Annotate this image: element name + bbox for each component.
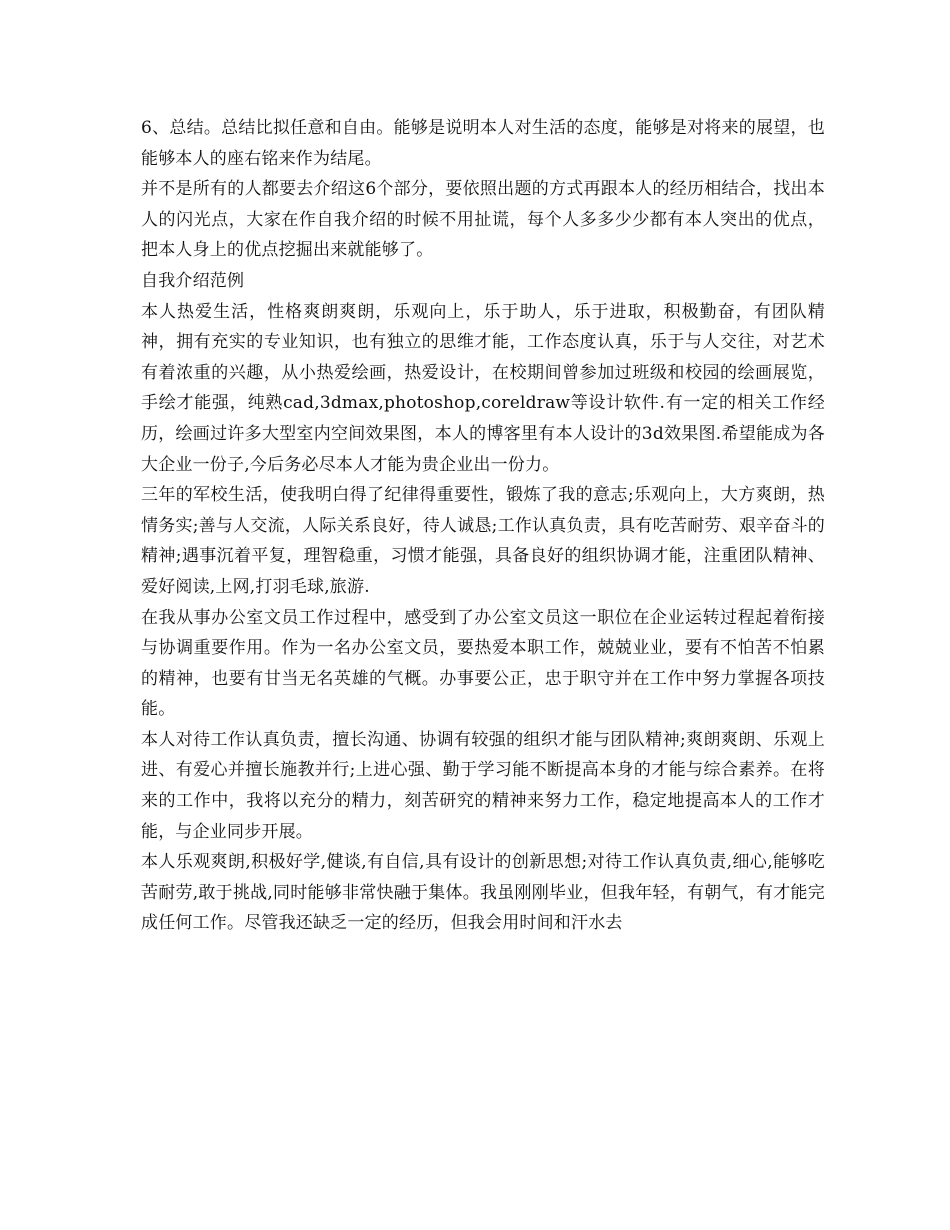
paragraph-example-4: 本人对待工作认真负责，擅长沟通、协调有较强的组织才能与团队精神;爽朗爽朗、乐观上进、有爱心并擅长施教并行;上进心强、勤于学习能不断提高本身的才能与综合素养。在将来的工作中，我将以充分的精力，刻苦研究的精神来努力工作，稳定地提高本人的工作才能，与企业同步开展。 — [141, 729, 825, 842]
paragraph-example-1: 本人热爱生活，性格爽朗爽朗，乐观向上，乐于助人，乐于进取，积极勤奋，有团队精神，拥有充实的专业知识，也有独立的思维才能，工作态度认真，乐于与人交往，对艺术有着浓重的兴趣，从小热爱绘画，热爱设计，在校期间曾参加过班级和校园的绘画展览，手绘才能强，纯熟cad,3dmax,photoshop,coreldraw等设计软件.有一定的相关工作经历，绘画过许多大型室内空间效果图，本人的博客里有本人设计的3d效果图.希望能成为各大企业一份子,今后务必尽本人才能为贵企业出一份力。 — [141, 301, 825, 475]
paragraph-example-5: 本人乐观爽朗,积极好学,健谈,有自信,具有设计的创新思想;对待工作认真负责,细心,能够吃苦耐劳,敢于挑战,同时能够非常快融于集体。我虽刚刚毕业，但我年轻，有朝气，有才能完成任何工作。尽管我还缺乏一定的经历，但我会用时间和汗水去 — [141, 852, 825, 934]
section-heading: 自我介绍范例 — [141, 270, 245, 291]
paragraph-example-3: 在我从事办公室文员工作过程中，感受到了办公室文员这一职位在企业运转过程起着衔接与协调重要作用。作为一名办公室文员，要热爱本职工作，兢兢业业，要有不怕苦不怕累的精神，也要有甘当无名英雄的气概。办事要公正，忠于职守并在工作中努力掌握各项技能。 — [141, 607, 825, 720]
paragraph-advice: 并不是所有的人都要去介绍这6个部分，要依照出题的方式再跟本人的经历相结合，找出本人的闪光点，大家在作自我介绍的时候不用扯谎，每个人多多少少都有本人突出的优点，把本人身上的优点挖掘出来就能够了。 — [141, 179, 825, 261]
paragraph-example-2: 三年的军校生活，使我明白得了纪律得重要性，锻炼了我的意志;乐观向上，大方爽朗，热情务实;善与人交流，人际关系良好，待人诚恳;工作认真负责，具有吃苦耐劳、艰辛奋斗的精神;遇事沉着平复，理智稳重，习惯才能强，具备良好的组织协调才能，注重团队精神、爱好阅读,上网,打羽毛球,旅游. — [141, 485, 825, 597]
paragraph-summary: 6、总结。总结比拟任意和自由。能够是说明本人对生活的态度，能够是对将来的展望，也能够本人的座右铭来作为结尾。 — [141, 118, 825, 169]
